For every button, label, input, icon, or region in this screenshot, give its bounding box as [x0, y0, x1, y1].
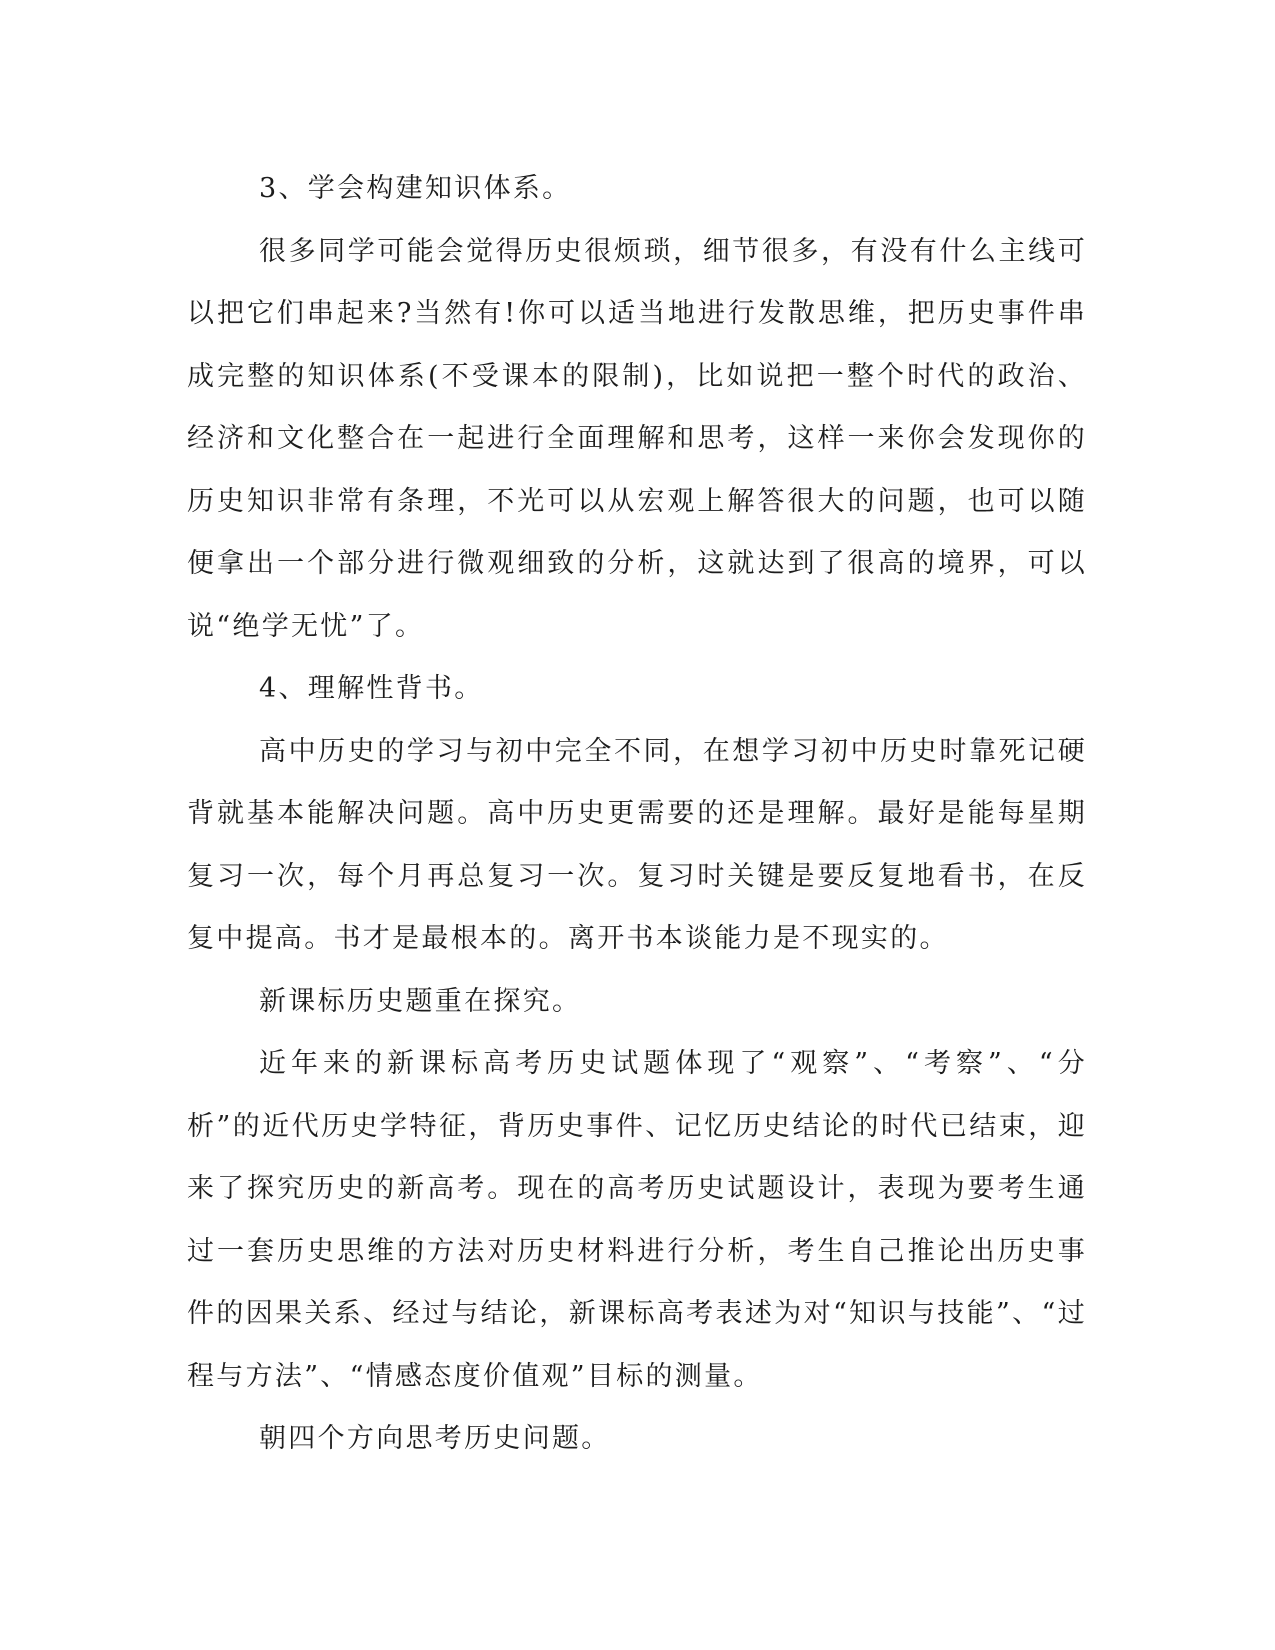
document-body — [187, 158, 1087, 1471]
paragraph-knowledge-system: 很多同学可能会觉得历史很烦琐，细节很多，有没有什么主线可以把它们串起来?当然有!你可以适当地进行发散思维，把历史事件串成完整的知识体系(不受课本的限制)，比如说把一整个时代的政治、经济和文化整合在一起进行全面理解和思考，这样一来你会发现你的历史知识非常有条理，不光可以从宏观上解答很大的问题，也可以随便拿出一个部分进行微观细致的分析，这就达到了很高的境界，可以说“绝学无忧”了。 — [187, 235, 1087, 642]
section-heading-understanding-memorization: 4、理解性背书。 — [259, 673, 484, 704]
section-heading-new-curriculum: 新课标历史题重在探究。 — [259, 985, 582, 1017]
paragraph-understanding-memorization: 高中历史的学习与初中完全不同，在想学习初中历史时靠死记硬背就基本能解决问题。高中历史更需要的还是理解。最好是能每星期复习一次，每个月再总复习一次。复习时关键是要反复地看书，在反复中提高。书才是最根本的。离开书本谈能力是不现实的。 — [187, 735, 1087, 954]
paragraph-new-curriculum: 近年来的新课标高考历史试题体现了“观察”、“考察”、“分析”的近代历史学特征，背历史事件、记忆历史结论的时代已结束，迎来了探究历史的新高考。现在的高考历史试题设计，表现为要考生通过一套历史思维的方法对历史材料进行分析，考生自己推论出历史事件的因果关系、经过与结论，新课标高考表述为对“知识与技能”、“过程与方法”、“情感态度价值观”目标的测量。 — [187, 1048, 1087, 1392]
section-heading-four-directions: 朝四个方向思考历史问题。 — [259, 1423, 611, 1454]
section-heading-knowledge-system: 3、学会构建知识体系。 — [259, 173, 572, 204]
